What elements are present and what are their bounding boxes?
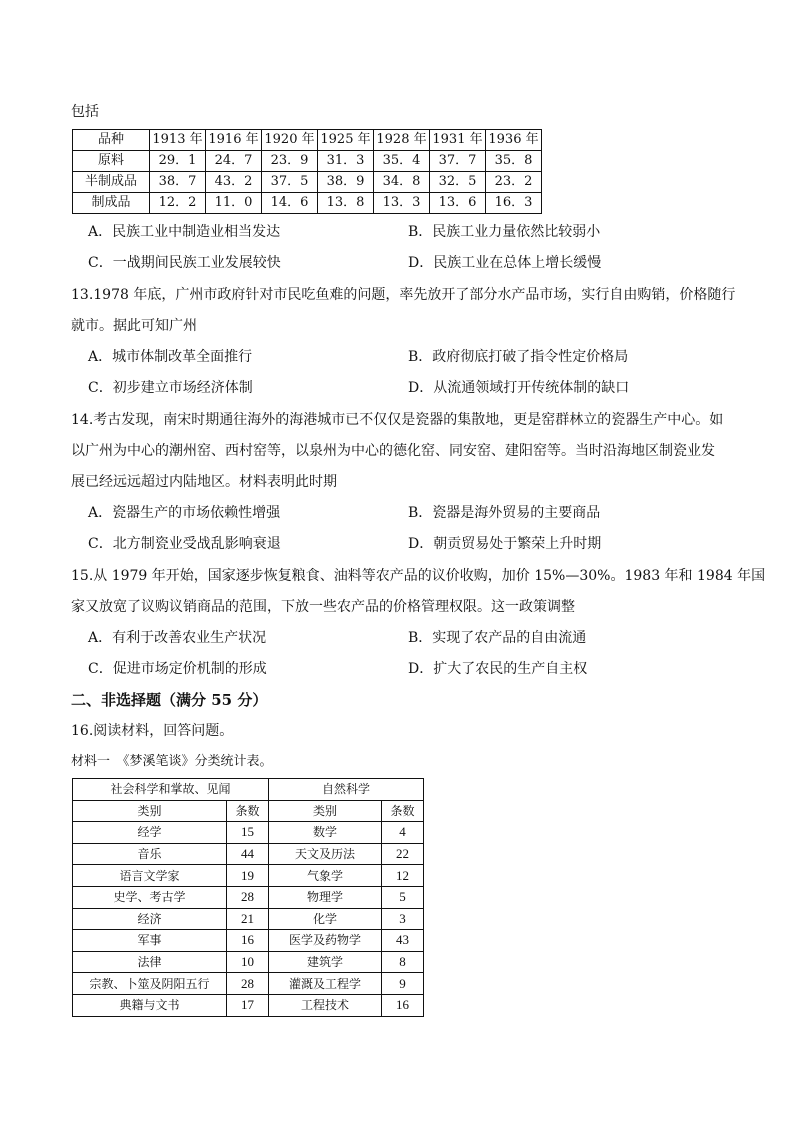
table-cell: 37．5 [262,172,318,193]
q13-option-a: A．城市体制改革全面推行 [88,349,253,365]
table-cell: 半制成品 [73,172,150,193]
material-caption: 材料一 《梦溪笔谈》分类统计表。 [71,754,273,769]
table-row [73,151,542,172]
table-cell: 32．5 [430,172,486,193]
table-header-cell: 类别 [73,800,227,822]
table-row [73,865,424,887]
table-row [73,843,424,865]
table-row [73,930,424,952]
table-row [73,994,424,1016]
table-cell: 16 [227,930,269,952]
q15-option-a: A．有利于改善农业生产状况 [88,630,267,646]
table-header-cell: 1913 年 [150,130,206,151]
table-cell: 10 [227,951,269,973]
table-header-row [73,800,424,822]
table-cell: 物理学 [269,886,382,908]
q15-option-d: D．扩大了农民的生产自主权 [408,661,588,677]
table-header-cell: 1916 年 [206,130,262,151]
table-cell: 原料 [73,151,150,172]
table-cell: 17 [227,994,269,1016]
table-header-cell: 类别 [269,800,382,822]
table-cell: 天文及历法 [269,843,382,865]
table-cell: 史学、考古学 [73,886,227,908]
table-cell: 19 [227,865,269,887]
q12-option-d: D．民族工业在总体上增长缓慢 [408,255,602,271]
table-row [73,886,424,908]
table-cell: 37．7 [430,151,486,172]
q15-stem-line2: 家又放宽了议购议销商品的范围，下放一些农产品的价格管理权限。这一政策调整 [71,599,575,615]
q16-prompt: 16.阅读材料，回答问题。 [71,723,234,739]
table-row [73,172,542,193]
q15-stem-line1: 15.从 1979 年开始，国家逐步恢复粮食、油料等农产品的议价收购，加价 15%—30%。1983 年和 1984 年国 [71,568,766,584]
table-cell: 43 [382,930,424,952]
q12-option-b: B．民族工业力量依然比较弱小 [408,224,601,240]
table-cell: 3 [382,908,424,930]
table-cell: 经学 [73,822,227,844]
table-cell: 制成品 [73,193,150,214]
q13-stem-line2: 就市。据此可知广州 [71,318,197,334]
table-cell: 8 [382,951,424,973]
table-cell: 宗教、卜筮及阴阳五行 [73,973,227,995]
table-cell: 5 [382,886,424,908]
q14-stem-line2: 以广州为中心的潮州窑、西村窑等，以泉州为中心的德化窑、同安窑、建阳窑等。当时沿海地区制瓷业发 [71,443,715,459]
intro-text: 包括 [71,104,99,120]
table-cell: 12．2 [150,193,206,214]
table-cell: 建筑学 [269,951,382,973]
table-row [73,951,424,973]
q14-option-a: A．瓷器生产的市场依赖性增强 [88,505,281,521]
table-cell: 23．9 [262,151,318,172]
group-header-cell: 社会科学和掌故、见闻 [73,779,269,801]
table-cell: 38．7 [150,172,206,193]
q14-stem-line1: 14.考古发现，南宋时期通往海外的海港城市已不仅仅是瓷器的集散地，更是窑群林立的瓷器生产中心。如 [71,412,724,428]
table-cell: 24．7 [206,151,262,172]
commodity-structure-table [72,129,542,214]
table-cell: 44 [227,843,269,865]
table-cell: 9 [382,973,424,995]
table-cell: 工程技术 [269,994,382,1016]
table-cell: 13．3 [374,193,430,214]
table-header-cell: 1920 年 [262,130,318,151]
table-cell: 气象学 [269,865,382,887]
table-cell: 28 [227,973,269,995]
table-header-cell: 1936 年 [486,130,542,151]
table-header-row [73,130,542,151]
table-cell: 21 [227,908,269,930]
table-cell: 14．6 [262,193,318,214]
table-cell: 12 [382,865,424,887]
table-header-cell: 1931 年 [430,130,486,151]
q15-option-b: B．实现了农产品的自由流通 [408,630,587,646]
table-cell: 34．8 [374,172,430,193]
q14-option-b: B．瓷器是海外贸易的主要商品 [408,505,601,521]
table-cell: 29．1 [150,151,206,172]
table-cell: 13．6 [430,193,486,214]
table-cell: 法律 [73,951,227,973]
table-cell: 16 [382,994,424,1016]
table-header-cell: 条数 [382,800,424,822]
table-cell: 医学及药物学 [269,930,382,952]
table-group-header-row [73,779,424,801]
q14-option-d: D．朝贡贸易处于繁荣上升时期 [408,536,602,552]
table-cell: 35．8 [486,151,542,172]
table-row [73,908,424,930]
mengxi-bitan-stats-table [72,778,424,1017]
table-cell: 典籍与文书 [73,994,227,1016]
table-cell: 31．3 [318,151,374,172]
table-cell: 28 [227,886,269,908]
table-cell: 音乐 [73,843,227,865]
table-cell: 22 [382,843,424,865]
table-header-cell: 1928 年 [374,130,430,151]
section-title: 二、非选择题（满分 55 分） [71,691,268,709]
table-cell: 13．8 [318,193,374,214]
table-cell: 经济 [73,908,227,930]
q13-stem-line1: 13.1978 年底，广州市政府针对市民吃鱼难的问题，率先放开了部分水产品市场，实行自由购销，价格随行 [71,287,736,303]
q12-option-a: A．民族工业中制造业相当发达 [88,224,281,240]
table-cell: 灌溉及工程学 [269,973,382,995]
table-header-cell: 品种 [73,130,150,151]
table-cell: 15 [227,822,269,844]
table-cell: 43．2 [206,172,262,193]
table-header-cell: 1925 年 [318,130,374,151]
table-cell: 38．9 [318,172,374,193]
table-row [73,193,542,214]
q12-option-c: C．一战期间民族工业发展较快 [88,255,281,271]
table-row [73,973,424,995]
table-cell: 11．0 [206,193,262,214]
q14-option-c: C．北方制瓷业受战乱影响衰退 [88,536,281,552]
q13-option-c: C．初步建立市场经济体制 [88,380,253,396]
table-cell: 数学 [269,822,382,844]
q14-stem-line3: 展已经远远超过内陆地区。材料表明此时期 [71,474,337,490]
table-cell: 16．3 [486,193,542,214]
q15-option-c: C．促进市场定价机制的形成 [88,661,267,677]
table-cell: 4 [382,822,424,844]
table-cell: 军事 [73,930,227,952]
group-header-cell: 自然科学 [269,779,424,801]
table-cell: 35．4 [374,151,430,172]
table-row [73,822,424,844]
table-header-cell: 条数 [227,800,269,822]
table-cell: 化学 [269,908,382,930]
q13-option-b: B．政府彻底打破了指令性定价格局 [408,349,629,365]
table-cell: 语言文学家 [73,865,227,887]
table-cell: 23．2 [486,172,542,193]
q13-option-d: D．从流通领域打开传统体制的缺口 [408,380,630,396]
